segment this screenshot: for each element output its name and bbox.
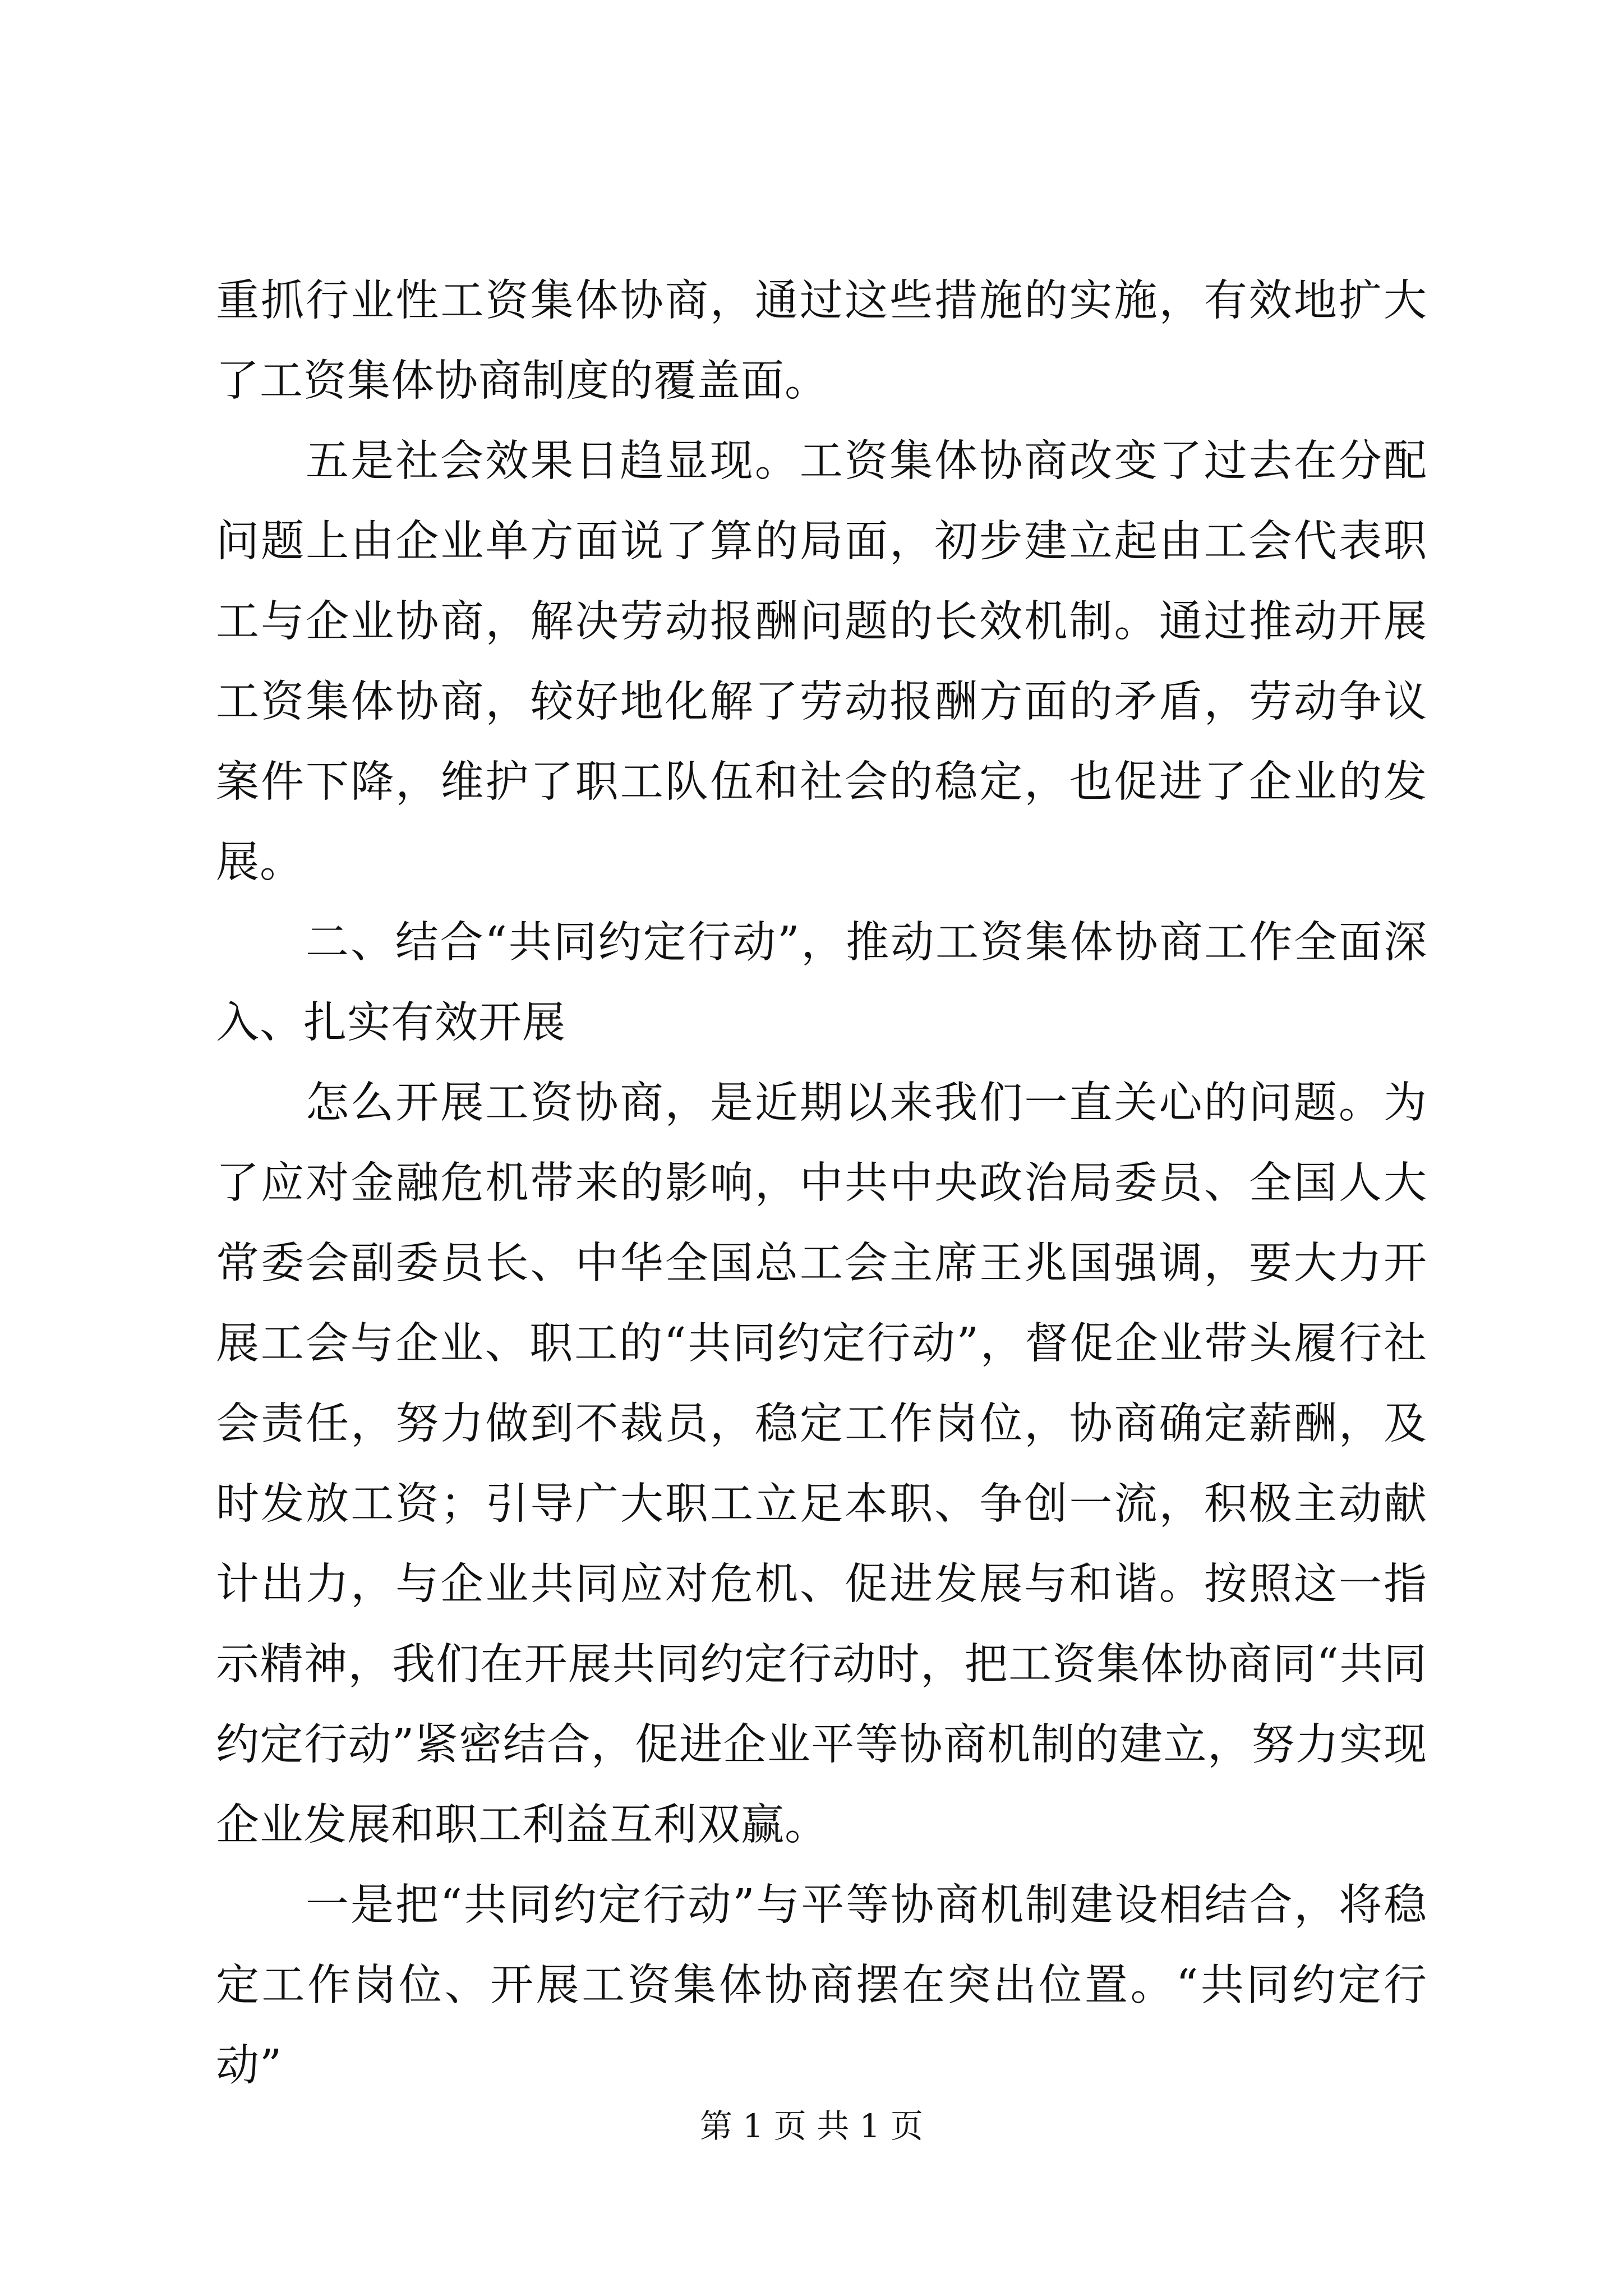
paragraph-social-effects: 五是社会效果日趋显现。工资集体协商改变了过去在分配问题上由企业单方面说了算的局面，初步建立起由工会代表职工与企业协商，解决劳动报酬问题的长效机制。通过推动开展工资集体协商，较好地化解了劳动报酬方面的矛盾，劳动争议案件下降，维护了职工队伍和社会的稳定，也促进了企业的发展。 — [216, 436, 1427, 887]
paragraph-how-to-negotiate: 怎么开展工资协商，是近期以来我们一直关心的问题。为了应对金融危机带来的影响，中共中央政治局委员、全国人大常委会副委员长、中华全国总工会主席王兆国强调，要大力开展工会与企业、职工的“共同约定行动”，督促企业带头履行社会责任，努力做到不裁员，稳定工作岗位，协商确定薪酬，及时发放工资；引导广大职工立足本职、争创一流，积极主动献计出力，与企业共同应对危机、促进发展与和谐。按照这一指示精神，我们在开展共同约定行动时，把工资集体协商同“共同约定行动”紧密结合，促进企业平等协商机制的建立，努力实现企业发展和职工利益互利双赢。 — [216, 1078, 1427, 1850]
paragraph-continuation: 重抓行业性工资集体协商，通过这些措施的实施，有效地扩大了工资集体协商制度的覆盖面。 — [216, 276, 1427, 406]
document-body — [216, 261, 1427, 2106]
paragraph-point-one: 一是把“共同约定行动”与平等协商机制建设相结合，将稳定工作岗位、开展工资集体协商摆在突出位置。“共同约定行动” — [216, 1880, 1427, 2091]
page-footer: 第 1 页 共 1 页 — [700, 2107, 923, 2145]
section-heading-two: 二、结合“共同约定行动”，推动工资集体协商工作全面深入、扎实有效开展 — [216, 918, 1427, 1048]
